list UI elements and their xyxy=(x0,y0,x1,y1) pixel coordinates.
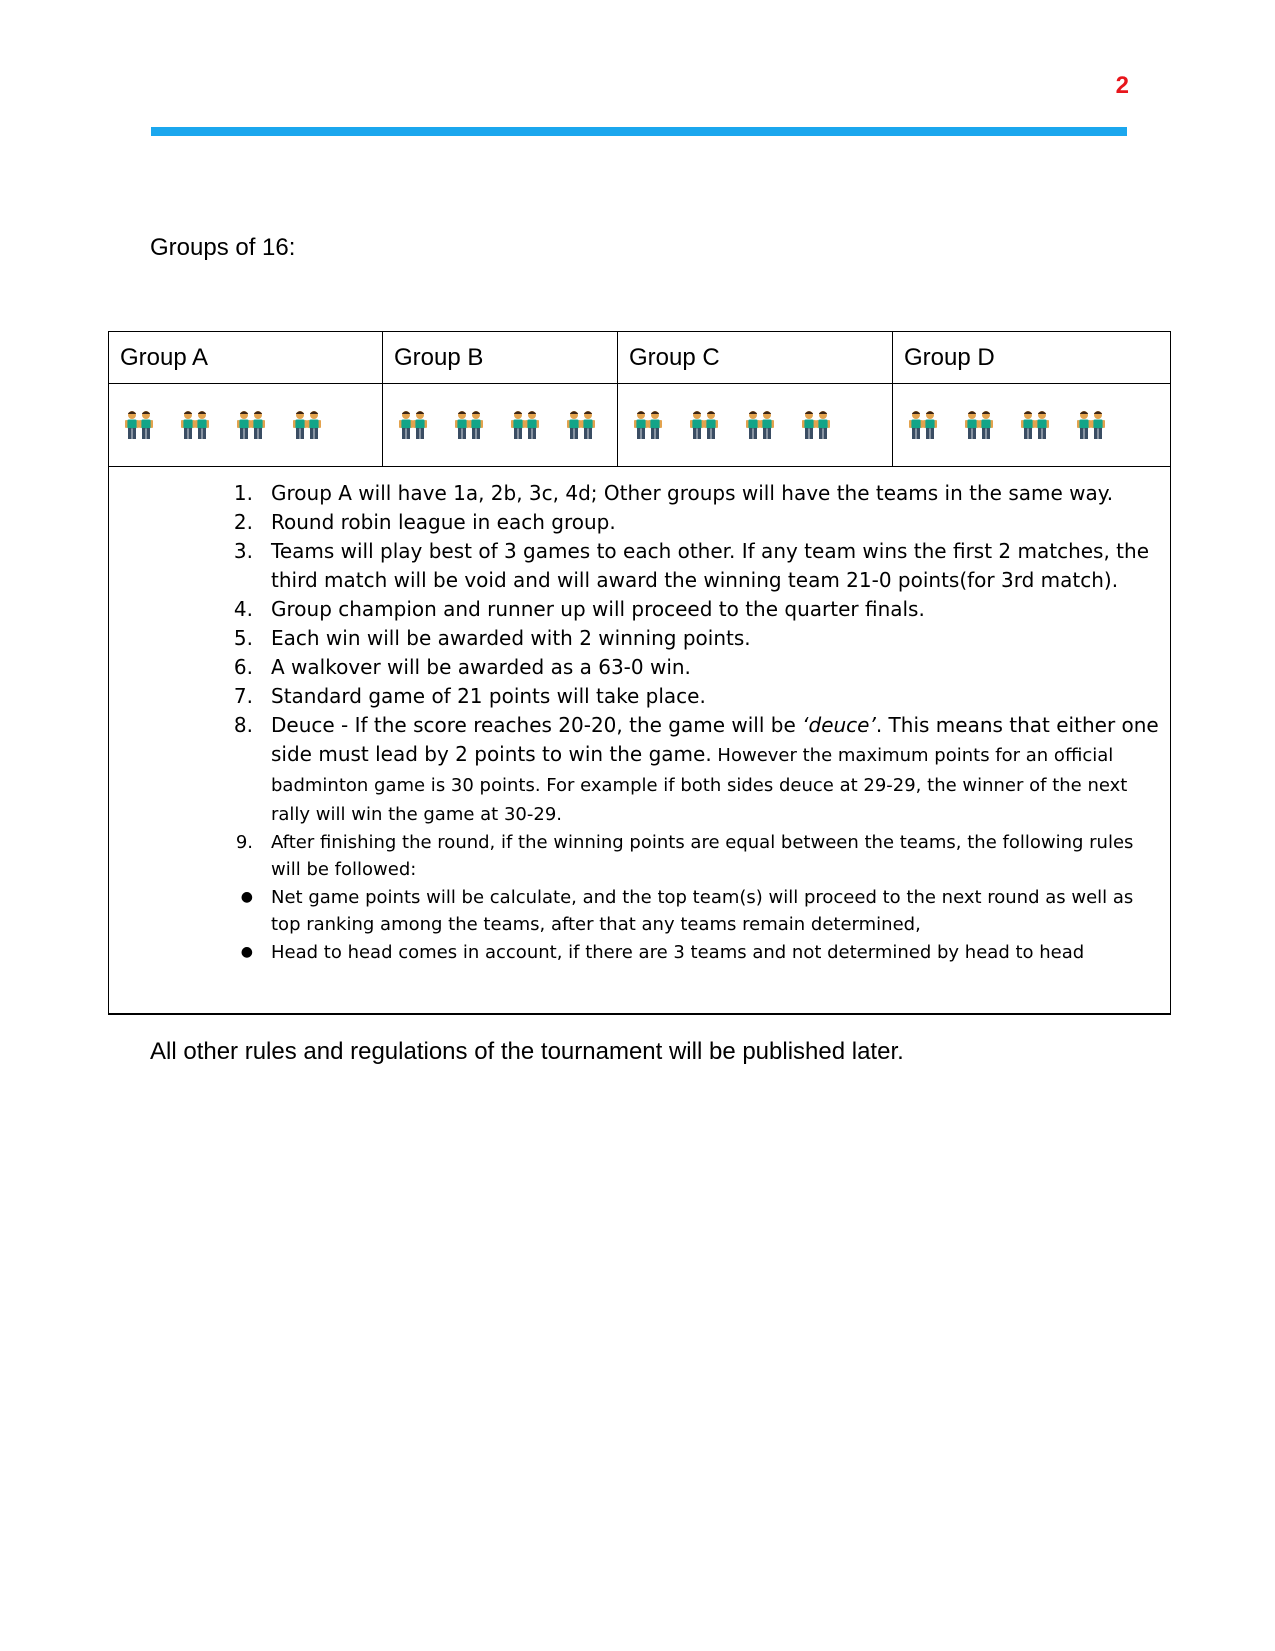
rule-item: 9. After finishing the round, if the winning points are equal between the teams, the following rules will be followed: xyxy=(235,831,1134,880)
group-a-header: Group A xyxy=(109,332,383,384)
group-c-teams xyxy=(618,384,893,467)
header-divider xyxy=(151,127,1127,136)
rule-item: 1. Group A will have 1a, 2b, 3c, 4d; Other groups will have the teams in the same way. xyxy=(233,481,1114,505)
group-teams-row xyxy=(109,384,1171,467)
two-men-icon xyxy=(291,410,323,440)
group-b-teams xyxy=(383,384,618,467)
two-men-icon xyxy=(744,410,776,440)
rule-item: 2. Round robin league in each group. xyxy=(233,510,616,534)
two-men-icon xyxy=(509,410,541,440)
groups-heading: Groups of 16: xyxy=(150,234,296,261)
rule-item: 4. Group champion and runner up will proceed to the quarter finals. xyxy=(233,597,925,621)
group-d-teams xyxy=(893,384,1171,467)
group-header-row xyxy=(109,332,1171,384)
group-c-header: Group C xyxy=(618,332,893,384)
two-men-icon xyxy=(1075,410,1107,440)
two-men-icon xyxy=(179,410,211,440)
rule-bullet: ● Net game points will be calculate, and the top team(s) will proceed to the next round as well as top ranking among the teams, after that any teams remain determined, xyxy=(240,886,1134,935)
groups-table xyxy=(108,331,1171,1015)
group-d-header: Group D xyxy=(893,332,1171,384)
two-men-icon xyxy=(565,410,597,440)
rules-list xyxy=(109,467,1170,966)
rule-item: 6. A walkover will be awarded as a 63-0 win. xyxy=(233,655,691,679)
rules-cell xyxy=(109,467,1171,1015)
group-a-teams xyxy=(109,384,383,467)
rule-item: 5. Each win will be awarded with 2 winning points. xyxy=(233,626,751,650)
rule-item: 3. Teams will play best of 3 games to each other. If any team wins the first 2 matches, the third match will be void and will award the winning team 21-0 points(for 3rd match). xyxy=(233,539,1150,592)
closing-note: All other rules and regulations of the tournament will be published later. xyxy=(150,1038,904,1065)
rule-item: 8. Deuce - If the score reaches 20-20, the game will be ‘deuce’. This means that either one side must lead by 2 points to win the game. However the maximum points for an official badminton game is 30 points. For example if both sides deuce at 29-29, the winner of the next rally will win the game at 30-29. xyxy=(233,713,1159,825)
page-number: 2 xyxy=(1115,72,1129,99)
two-men-icon xyxy=(800,410,832,440)
two-men-icon xyxy=(397,410,429,440)
two-men-icon xyxy=(632,410,664,440)
two-men-icon xyxy=(123,410,155,440)
rule-item: 7. Standard game of 21 points will take place. xyxy=(233,684,706,708)
two-men-icon xyxy=(907,410,939,440)
two-men-icon xyxy=(453,410,485,440)
rules-row xyxy=(109,467,1171,1015)
two-men-icon xyxy=(688,410,720,440)
two-men-icon xyxy=(1019,410,1051,440)
rule-bullet: ● Head to head comes in account, if there are 3 teams and not determined by head to head xyxy=(240,941,1085,963)
two-men-icon xyxy=(963,410,995,440)
two-men-icon xyxy=(235,410,267,440)
group-b-header: Group B xyxy=(383,332,618,384)
